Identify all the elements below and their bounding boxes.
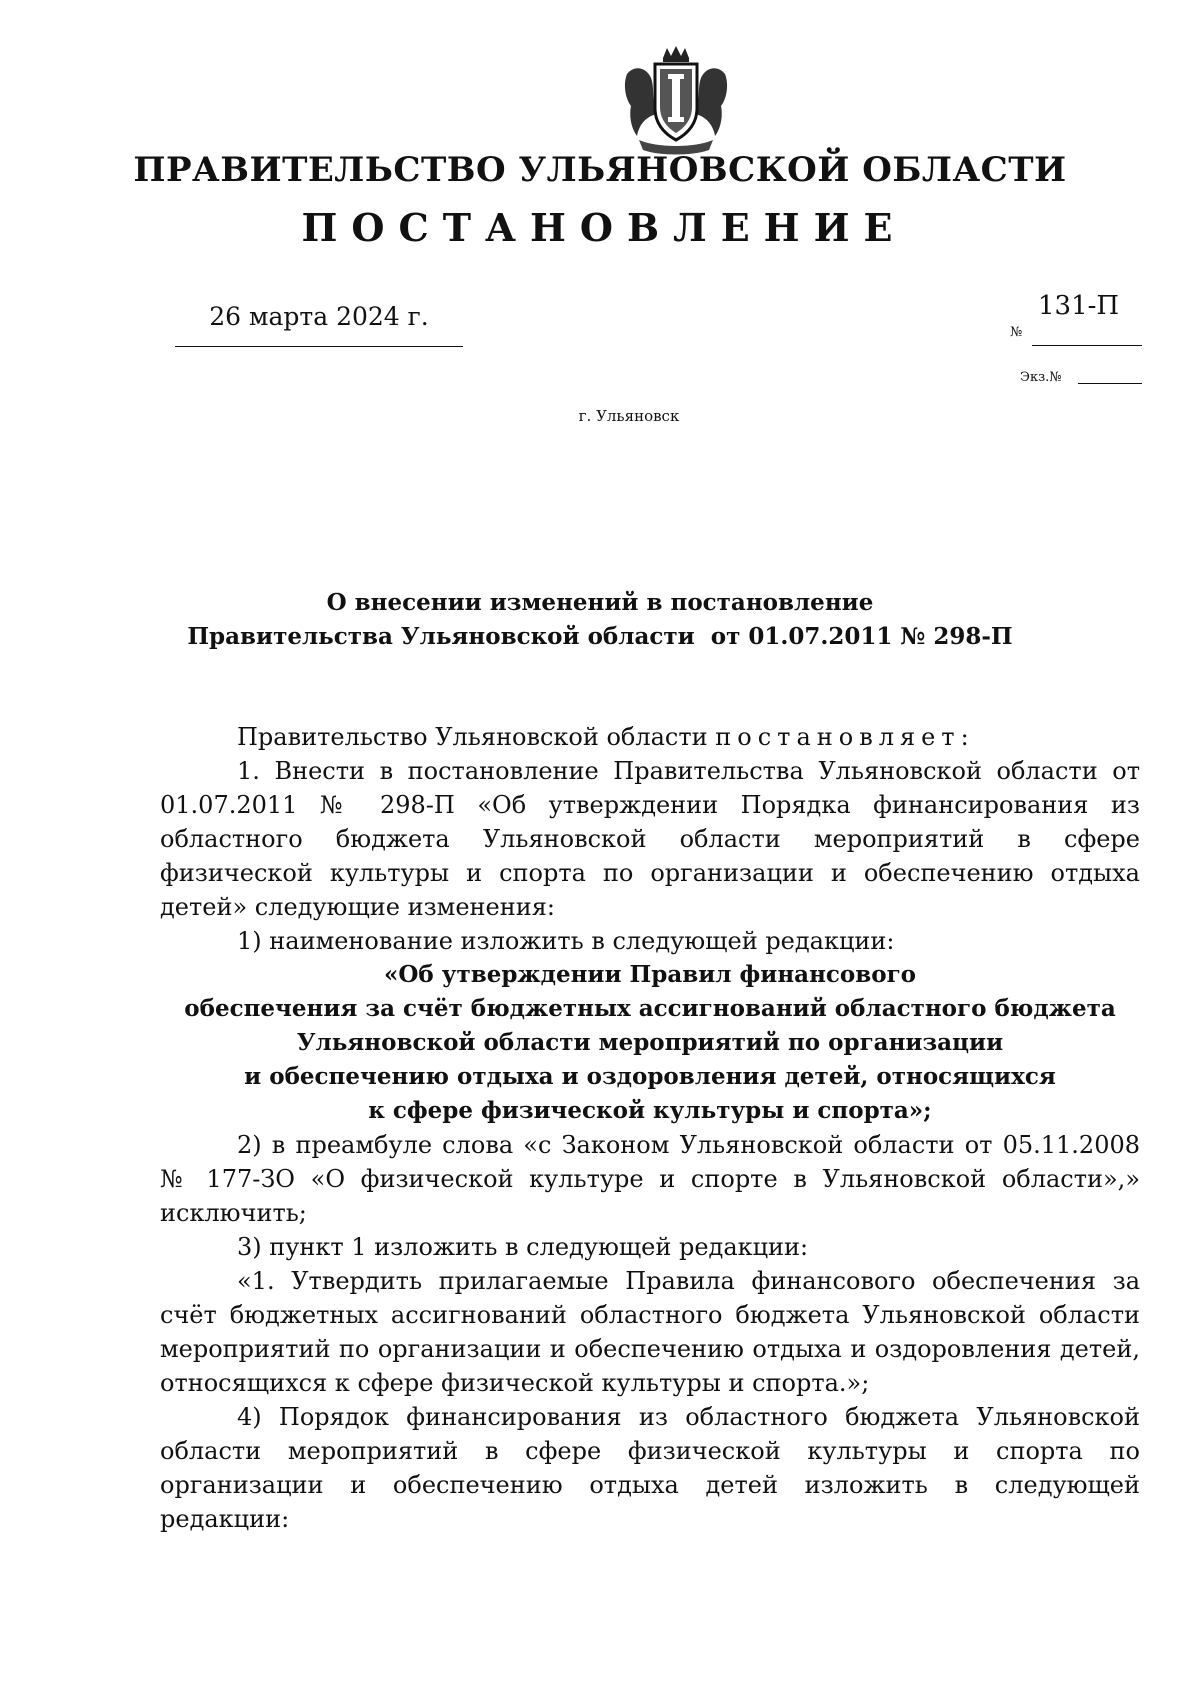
paragraph-1-item-4: 4) Порядок финансирования из областного бюджета Ульяновской области мероприятий в сфере физической культуры и спорта по организации и обеспечению отдыха детей изложить в следующей редакции:	[160, 1403, 1140, 1533]
quote-title-line: и обеспечению отдыха и оздоровления детей, относящихся	[244, 1063, 1056, 1090]
quote-title-line: Ульяновской области мероприятий по организации	[296, 1029, 1004, 1056]
document-type: ПОСТАНОВЛЕНИЕ	[301, 205, 907, 250]
number-underline	[1032, 345, 1142, 346]
subject-line-1: О внесении изменений в постановление	[326, 589, 874, 616]
quote-title-line: «Об утверждении Правил финансового	[383, 961, 917, 988]
paragraph-1: 1. Внести в постановление Правительства Ульяновской области от 01.07.2011 № 298-П «Об утверждении Порядка финансирования из областного бюджета Ульяновской области мероприятий в сфере физической культуры и спорта по организации и обеспечению отдыха детей» следующие изменения:	[160, 757, 1140, 921]
paragraph-1-item-2: 2) в преамбуле слова «с Законом Ульяновской области от 05.11.2008 № 177-ЗО «О физической культуре и спорте в Ульяновской области»,» исключить;	[160, 1131, 1140, 1227]
document-subject	[0, 586, 1200, 654]
quote-title-line: к сфере физической культуры и спорта»;	[368, 1097, 932, 1124]
coat-of-arms-icon	[617, 44, 735, 156]
document-date: 26 марта 2024 г.	[209, 302, 429, 331]
government-name: ПРАВИТЕЛЬСТВО УЛЬЯНОВСКОЙ ОБЛАСТИ	[133, 150, 1067, 190]
document-body	[160, 720, 1140, 1536]
preamble-resolves: постановляет:	[715, 723, 975, 751]
number-label: №	[1010, 325, 1023, 340]
date-underline	[175, 346, 463, 347]
paragraph-1-item-3: 3) пункт 1 изложить в следующей редакции:	[237, 1233, 809, 1261]
copy-number-underline	[1078, 383, 1142, 384]
paragraph-1-item-1: 1) наименование изложить в следующей редакции:	[237, 927, 895, 955]
quote-title-line: обеспечения за счёт бюджетных ассигнований областного бюджета	[184, 995, 1116, 1022]
preamble	[160, 720, 1140, 754]
document-number: 131-П	[1038, 291, 1120, 321]
city-name: г. Ульяновск	[578, 407, 680, 425]
preamble-text: Правительство Ульяновской области	[237, 723, 716, 751]
new-title-quote	[160, 958, 1140, 1128]
copy-number-label: Экз.№	[1020, 370, 1062, 385]
paragraph-1-item-3-text: «1. Утвердить прилагаемые Правила финансового обеспечения за счёт бюджетных ассигнований областного бюджета Ульяновской области мероприятий по организации и обеспечению отдыха и оздоровления детей, относящихся к сфере физической культуры и спорта.»;	[160, 1267, 1140, 1397]
subject-line-2: Правительства Ульяновской области от 01.07.2011 № 298-П	[187, 623, 1013, 650]
